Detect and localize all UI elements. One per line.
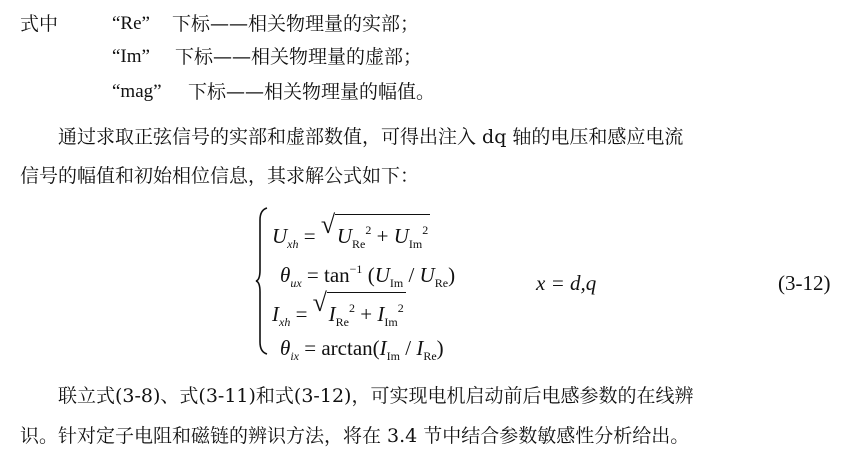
- def-re-text: 下标——相关物理量的实部；: [172, 13, 420, 35]
- def-intro: 式中: [20, 13, 59, 35]
- equation-u-magnitude: $U_{xh}$ = √ $U_{Re}^2 + U_{Im}^2$: [272, 214, 430, 259]
- equation-condition: x = d,q: [536, 271, 597, 295]
- paragraph-2-line-2: 识。针对定子电阻和磁链的辨识方法，将在 3.4 节中结合参数敏感性分析给出。: [20, 425, 690, 447]
- def-re-tag: “Re”: [112, 13, 150, 34]
- def-mag-tag: “mag”: [112, 81, 162, 102]
- paragraph-1-line-2: 信号的幅值和初始相位信息，其求解公式如下：: [20, 165, 420, 187]
- equation-number: (3-12): [778, 271, 831, 295]
- equation-i-phase: $\theta_{ix} = \arctan(I_{Im} / I_{Re})$: [280, 336, 444, 363]
- def-im-text: 下标——相关物理量的虚部；: [175, 46, 423, 68]
- def-im-tag: “Im”: [112, 46, 150, 67]
- paragraph-2-line-1: 联立式(3-8)、式(3-11)和式(3-12)，可实现电机启动前后电感参数的在线辨: [58, 385, 694, 407]
- equation-brace: [255, 206, 269, 356]
- def-mag-text: 下标——相关物理量的幅值。: [188, 81, 436, 103]
- equation-u-phase: $\theta_{ux} = \tan^{-1} (U_{Im} / U_{Re})$: [280, 262, 456, 290]
- equation-i-magnitude: $I_{xh}$ = √ $I_{Re}^2 + I_{Im}^2$: [272, 292, 406, 337]
- paragraph-1-line-1: 通过求取正弦信号的实部和虚部数值，可得出注入 dq 轴的电压和感应电流: [58, 126, 684, 148]
